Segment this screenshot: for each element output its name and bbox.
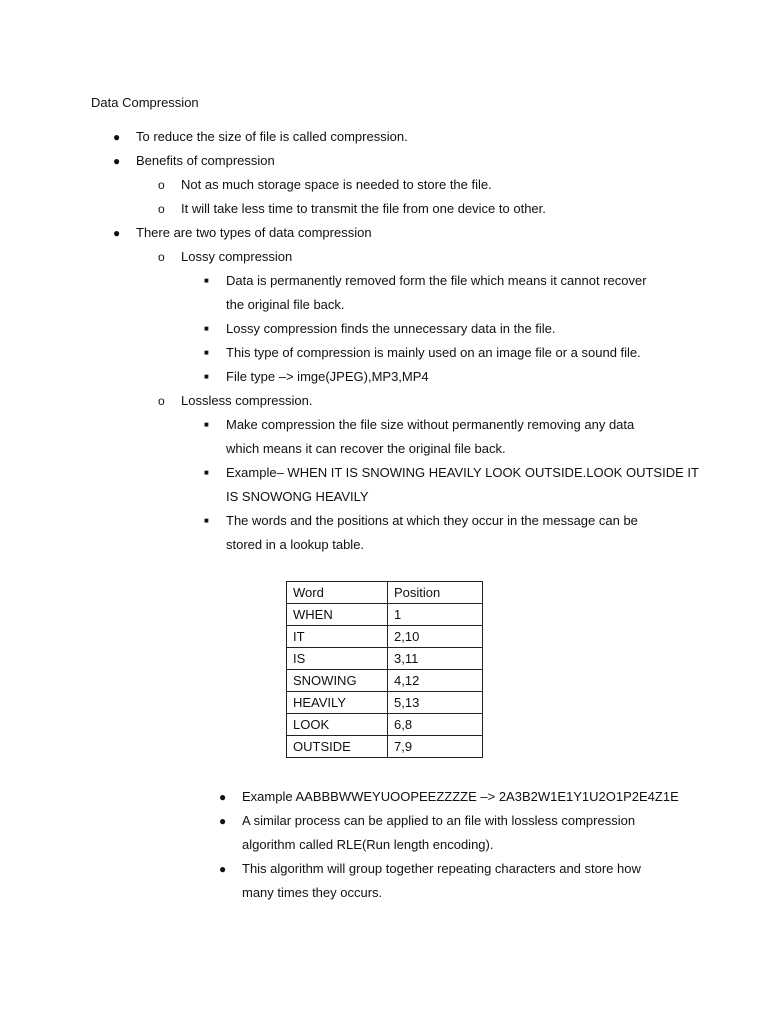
square-bullet-marker: ■	[204, 372, 209, 381]
document-title: Data Compression	[91, 95, 199, 110]
list-item-continuation: algorithm called RLE(Run length encoding).	[242, 837, 494, 852]
list-item-continuation: many times they occurs.	[242, 885, 383, 900]
table-row	[287, 670, 483, 692]
list-item: Example– WHEN IT IS SNOWING HEAVILY LOOK OUTSIDE.LOOK OUTSIDE IT	[226, 465, 699, 480]
sub-bullet-marker: o	[158, 202, 165, 216]
list-item: Lossy compression	[181, 249, 293, 264]
table-cell: 4,12	[388, 670, 483, 692]
table-row	[287, 692, 483, 714]
list-item: Benefits of compression	[136, 153, 275, 168]
table-cell: 6,8	[388, 714, 483, 736]
table-cell: HEAVILY	[287, 692, 388, 714]
table-cell: LOOK	[287, 714, 388, 736]
bullet-marker: ●	[219, 862, 227, 876]
square-bullet-marker: ■	[204, 516, 209, 525]
sub-bullet-marker: o	[158, 394, 165, 408]
square-bullet-marker: ■	[204, 276, 209, 285]
table-cell: WHEN	[287, 604, 388, 626]
table-header-cell: Position	[388, 582, 483, 604]
table-cell: IT	[287, 626, 388, 648]
bullet-marker: ●	[113, 130, 121, 144]
bullet-marker: ●	[219, 790, 227, 804]
list-item: This type of compression is mainly used on an image file or a sound file.	[226, 345, 641, 360]
square-bullet-marker: ■	[204, 324, 209, 333]
table-row	[287, 648, 483, 670]
list-item: There are two types of data compression	[136, 225, 372, 240]
list-item: Make compression the file size without permanently removing any data	[226, 417, 635, 432]
list-item: The words and the positions at which they occur in the message can be	[226, 513, 638, 528]
square-bullet-marker: ■	[204, 420, 209, 429]
list-item: It will take less time to transmit the file from one device to other.	[181, 201, 546, 216]
list-item: Lossless compression.	[181, 393, 313, 408]
list-item: A similar process can be applied to an file with lossless compression	[242, 813, 636, 828]
list-item: To reduce the size of file is called compression.	[136, 129, 408, 144]
table-header-row	[287, 582, 483, 604]
list-item: Data is permanently removed form the file which means it cannot recover	[226, 273, 647, 288]
sub-bullet-marker: o	[158, 250, 165, 264]
table-cell: 1	[388, 604, 483, 626]
table-row	[287, 714, 483, 736]
table-cell: 7,9	[388, 736, 483, 758]
bullet-marker: ●	[113, 226, 121, 240]
table-cell: OUTSIDE	[287, 736, 388, 758]
list-item: Example AABBBWWEYUOOPEEZZZZE –> 2A3B2W1E1Y1U2O1P2E4Z1E	[242, 789, 679, 804]
list-item: File type –> imge(JPEG),MP3,MP4	[226, 369, 429, 384]
list-item-continuation: which means it can recover the original file back.	[226, 441, 506, 456]
list-item: Not as much storage space is needed to store the file.	[181, 177, 492, 192]
table-header-cell: Word	[287, 582, 388, 604]
list-item-continuation: the original file back.	[226, 297, 345, 312]
square-bullet-marker: ■	[204, 348, 209, 357]
lookup-table	[286, 581, 483, 758]
sub-bullet-marker: o	[158, 178, 165, 192]
table-cell: SNOWING	[287, 670, 388, 692]
bullet-marker: ●	[113, 154, 121, 168]
bullet-marker: ●	[219, 814, 227, 828]
table-cell: 5,13	[388, 692, 483, 714]
table-cell: IS	[287, 648, 388, 670]
list-item: This algorithm will group together repeating characters and store how	[242, 861, 641, 876]
list-item: Lossy compression finds the unnecessary data in the file.	[226, 321, 556, 336]
square-bullet-marker: ■	[204, 468, 209, 477]
table-cell: 3,11	[388, 648, 483, 670]
list-item-continuation: IS SNOWONG HEAVILY	[226, 489, 369, 504]
table-cell: 2,10	[388, 626, 483, 648]
list-item-continuation: stored in a lookup table.	[226, 537, 365, 552]
table-row	[287, 736, 483, 758]
table-row	[287, 604, 483, 626]
table-row	[287, 626, 483, 648]
